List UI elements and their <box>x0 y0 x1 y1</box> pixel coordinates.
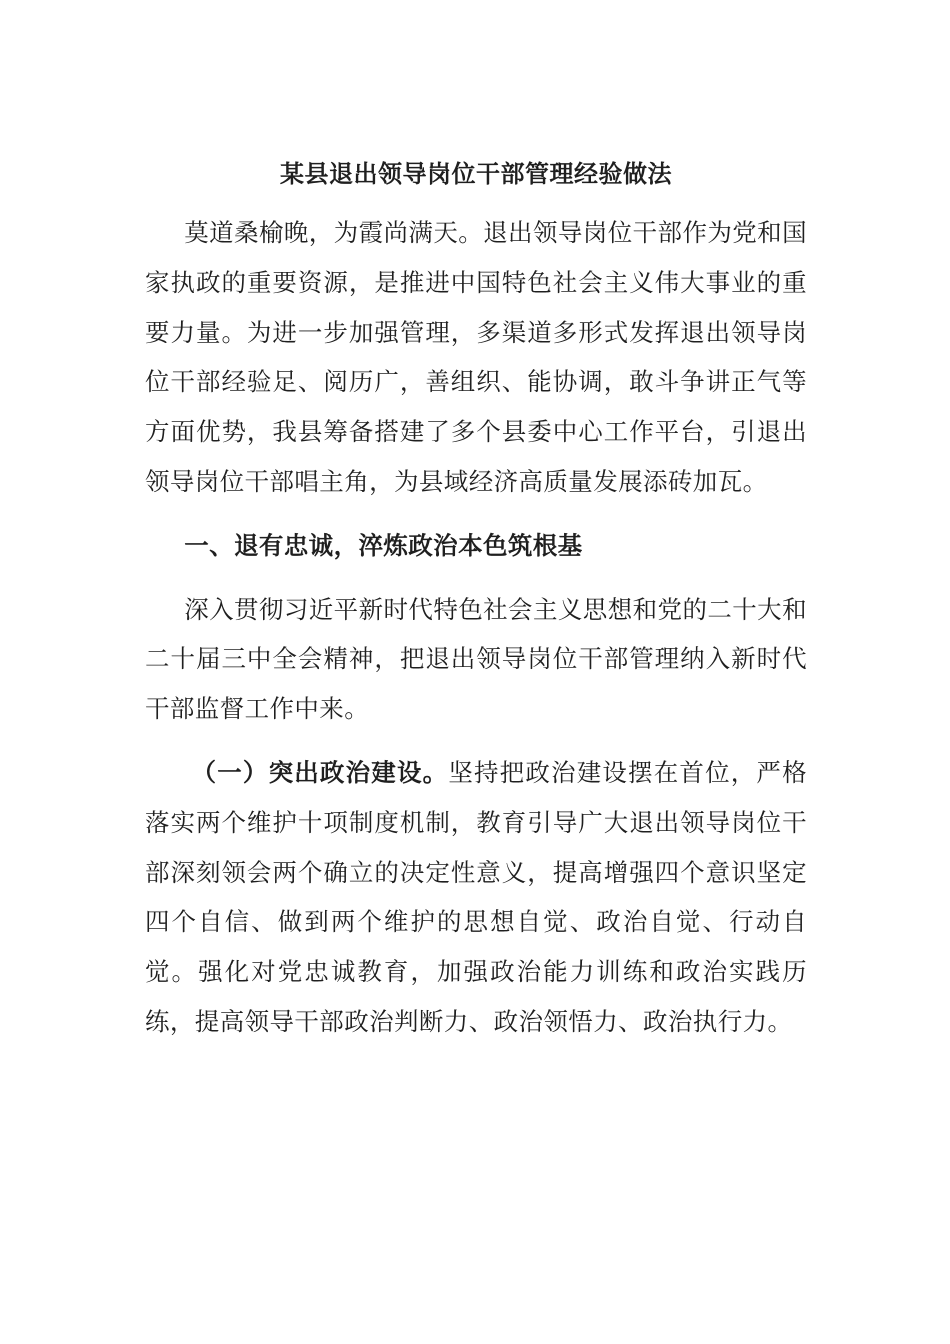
page-title: 某县退出领导岗位干部管理经验做法 <box>280 160 672 188</box>
section-1-paragraph: 深入贯彻习近平新时代特色社会主义思想和党的二十大和二十届三中全会精神，把退出领导岗位干部管理纳入新时代干部监督工作中来。 <box>145 594 807 724</box>
document-body <box>145 150 807 1061</box>
item-1-lead: （一）突出政治建设。 <box>191 757 449 787</box>
intro-paragraph: 莫道桑榆晚，为霞尚满天。退出领导岗位干部作为党和国家执政的重要资源，是推进中国特色社会主义伟大事业的重要力量。为进一步加强管理，多渠道多形式发挥退出领导岗位干部经验足、阅历广，善组织、能协调，敢斗争讲正气等方面优势，我县筹备搭建了多个县委中心工作平台，引退出领导岗位干部唱主角，为县域经济高质量发展添砖加瓦。 <box>145 218 807 496</box>
section-1-item-1 <box>145 748 807 1047</box>
section-heading-1: 一、退有忠诚，淬炼政治本色筑根基 <box>184 530 583 560</box>
item-1-text: 坚持把政治建设摆在首位，严格落实两个维护十项制度机制，教育引导广大退出领导岗位干部深刻领会两个确立的决定性意义，提高增强四个意识坚定四个自信、做到两个维护的思想自觉、政治自觉、行动自觉。强化对党忠诚教育，加强政治能力训练和政治实践历练，提高领导干部政治判断力、政治领悟力、政治执行力。 <box>145 757 807 1036</box>
